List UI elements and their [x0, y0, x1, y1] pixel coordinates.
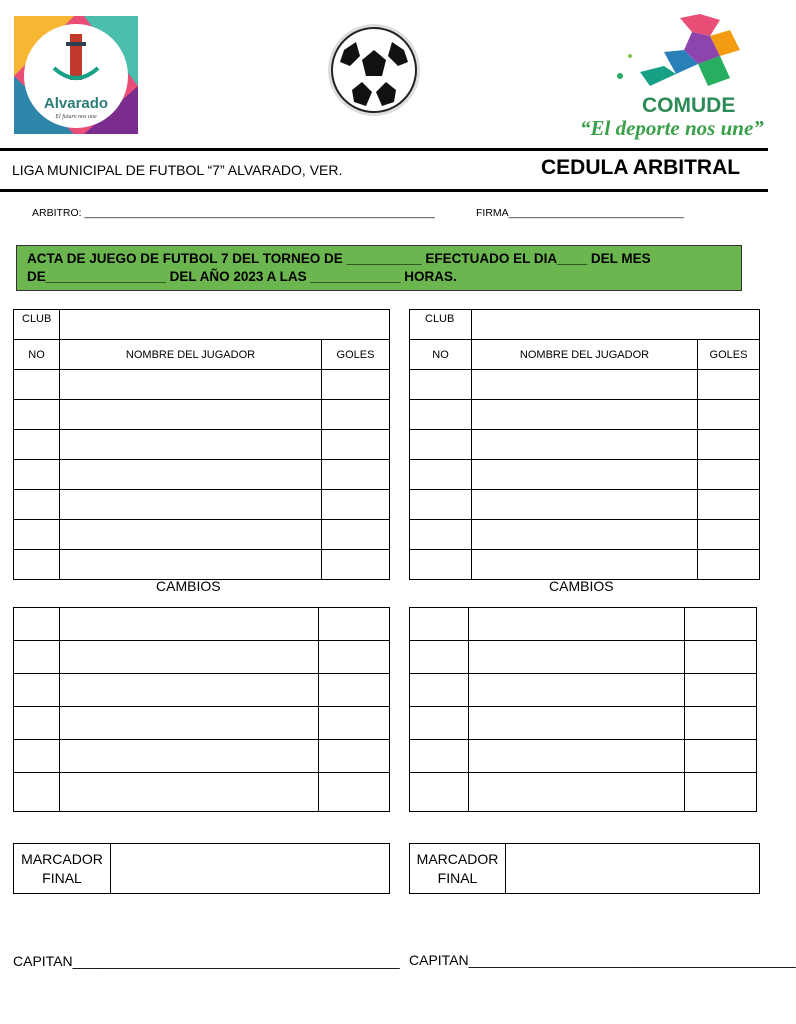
cambio-no-cell[interactable] — [14, 740, 60, 773]
goals-cell[interactable] — [698, 490, 760, 520]
no-cell[interactable] — [410, 490, 472, 520]
name-cell[interactable] — [472, 400, 698, 430]
club-name-field[interactable] — [60, 310, 390, 340]
cambio-name-cell[interactable] — [469, 608, 685, 641]
name-cell[interactable] — [60, 400, 322, 430]
table-row — [410, 430, 760, 460]
name-cell[interactable] — [472, 490, 698, 520]
alvarado-logo — [14, 16, 138, 134]
comude-logo — [580, 12, 766, 142]
cambio-no-cell[interactable] — [410, 707, 469, 740]
arbitro-field[interactable]: ARBITRO: ____________________________________________________________ — [32, 207, 435, 219]
capitan-field-left[interactable]: CAPITAN__________________________________________ — [13, 953, 400, 969]
table-row — [410, 740, 757, 773]
name-cell[interactable] — [60, 550, 322, 580]
name-cell[interactable] — [472, 550, 698, 580]
final-score-label — [14, 844, 111, 894]
cambios-label-left: CAMBIOS — [156, 578, 221, 594]
cambio-name-cell[interactable] — [60, 674, 319, 707]
player-name-header: NOMBRE DEL JUGADOR — [472, 340, 698, 370]
cambios-label-right: CAMBIOS — [549, 578, 614, 594]
table-row — [410, 550, 760, 580]
table-row — [14, 400, 390, 430]
cambio-extra-cell[interactable] — [685, 773, 757, 812]
table-row — [14, 430, 390, 460]
cambio-name-cell[interactable] — [60, 740, 319, 773]
final-text: FINAL — [437, 869, 478, 886]
cambio-extra-cell[interactable] — [319, 773, 390, 812]
table-row — [14, 641, 390, 674]
table-row — [14, 773, 390, 812]
no-cell[interactable] — [410, 400, 472, 430]
left-final-score-table — [13, 843, 390, 894]
name-cell[interactable] — [60, 430, 322, 460]
goals-cell[interactable] — [322, 550, 390, 580]
right-final-score-table — [409, 843, 760, 894]
name-cell[interactable] — [472, 430, 698, 460]
table-row — [14, 707, 390, 740]
cambio-extra-cell[interactable] — [319, 707, 390, 740]
table-row — [410, 641, 757, 674]
no-cell[interactable] — [14, 460, 60, 490]
cambio-extra-cell[interactable] — [319, 674, 390, 707]
cambio-name-cell[interactable] — [469, 773, 685, 812]
soccer-ball-icon — [326, 20, 422, 120]
no-cell[interactable] — [14, 400, 60, 430]
name-cell[interactable] — [60, 520, 322, 550]
cambio-no-cell[interactable] — [14, 707, 60, 740]
cambio-name-cell[interactable] — [469, 641, 685, 674]
name-cell[interactable] — [472, 520, 698, 550]
name-cell[interactable] — [60, 460, 322, 490]
table-row — [14, 460, 390, 490]
table-row — [410, 490, 760, 520]
no-cell[interactable] — [14, 370, 60, 400]
table-row — [14, 370, 390, 400]
final-score-field[interactable] — [111, 844, 390, 894]
table-row — [14, 520, 390, 550]
name-cell[interactable] — [472, 370, 698, 400]
table-row — [14, 490, 390, 520]
goals-cell[interactable] — [322, 400, 390, 430]
cambio-extra-cell[interactable] — [319, 608, 390, 641]
table-row — [410, 674, 757, 707]
club-name-field[interactable] — [472, 310, 760, 340]
cambio-name-cell[interactable] — [60, 773, 319, 812]
table-row — [410, 370, 760, 400]
cambio-no-cell[interactable] — [410, 773, 469, 812]
player-name-header: NOMBRE DEL JUGADOR — [60, 340, 322, 370]
no-cell[interactable] — [410, 460, 472, 490]
league-title: LIGA MUNICIPAL DE FUTBOL “7” ALVARADO, VER. — [12, 162, 343, 178]
goals-cell[interactable] — [698, 430, 760, 460]
final-text: FINAL — [42, 869, 82, 886]
name-cell[interactable] — [60, 490, 322, 520]
cambio-no-cell[interactable] — [14, 641, 60, 674]
table-row — [14, 550, 390, 580]
goals-cell[interactable] — [322, 430, 390, 460]
capitan-field-right[interactable]: CAPITAN__________________________________________ — [409, 952, 796, 968]
svg-text:El futuro nos une: El futuro nos une — [55, 114, 97, 120]
act-box — [16, 245, 742, 291]
cambio-extra-cell[interactable] — [685, 707, 757, 740]
table-row — [410, 707, 757, 740]
goals-cell[interactable] — [322, 370, 390, 400]
no-header: NO — [410, 340, 472, 370]
cambio-extra-cell[interactable] — [685, 608, 757, 641]
left-player-table — [13, 309, 390, 580]
cambio-extra-cell[interactable] — [685, 674, 757, 707]
cambio-no-cell[interactable] — [410, 674, 469, 707]
no-cell[interactable] — [14, 490, 60, 520]
goals-cell[interactable] — [698, 520, 760, 550]
no-cell[interactable] — [14, 550, 60, 580]
left-cambios-table — [13, 607, 390, 812]
marcador-text: MARCADOR — [21, 850, 103, 867]
club-label: CLUB — [14, 310, 60, 340]
no-cell[interactable] — [410, 520, 472, 550]
table-row — [14, 740, 390, 773]
cambio-no-cell[interactable] — [410, 740, 469, 773]
cambio-no-cell[interactable] — [410, 608, 469, 641]
club-label: CLUB — [410, 310, 472, 340]
firma-field[interactable]: FIRMA______________________________ — [476, 207, 684, 219]
cambio-extra-cell[interactable] — [319, 740, 390, 773]
cambio-name-cell[interactable] — [469, 740, 685, 773]
table-row — [410, 608, 757, 641]
marcador-text: MARCADOR — [416, 850, 499, 867]
table-row — [14, 674, 390, 707]
goals-cell[interactable] — [322, 460, 390, 490]
cambio-name-cell[interactable] — [60, 641, 319, 674]
goals-cell[interactable] — [322, 490, 390, 520]
cambio-no-cell[interactable] — [14, 773, 60, 812]
act-line-1: ACTA DE JUEGO DE FUTBOL 7 DEL TORNEO DE __________ EFECTUADO EL DIA____ DEL MES — [27, 251, 651, 266]
name-cell[interactable] — [472, 460, 698, 490]
goals-cell[interactable] — [698, 460, 760, 490]
table-row — [14, 608, 390, 641]
goals-cell[interactable] — [698, 370, 760, 400]
cambio-no-cell[interactable] — [14, 674, 60, 707]
right-player-table — [409, 309, 760, 580]
comude-wordmark: COMUDE — [642, 94, 736, 117]
cambio-name-cell[interactable] — [469, 674, 685, 707]
table-row — [410, 400, 760, 430]
table-row — [410, 773, 757, 812]
final-score-label — [410, 844, 506, 894]
cambio-no-cell[interactable] — [14, 608, 60, 641]
no-cell[interactable] — [14, 520, 60, 550]
act-line-2: DE________________ DEL AÑO 2023 A LAS ____________ HORAS. — [27, 269, 457, 284]
no-header: NO — [14, 340, 60, 370]
no-cell[interactable] — [410, 430, 472, 460]
goals-header: GOLES — [322, 340, 390, 370]
document-title: CEDULA ARBITRAL — [541, 156, 741, 179]
right-cambios-table — [409, 607, 757, 812]
table-row — [410, 520, 760, 550]
goals-cell[interactable] — [698, 400, 760, 430]
no-cell[interactable] — [410, 370, 472, 400]
final-score-field[interactable] — [506, 844, 760, 894]
goals-cell[interactable] — [322, 520, 390, 550]
svg-text:Alvarado: Alvarado — [43, 95, 109, 112]
no-cell[interactable] — [14, 430, 60, 460]
goals-cell[interactable] — [698, 550, 760, 580]
goals-header: GOLES — [698, 340, 760, 370]
cambio-name-cell[interactable] — [60, 707, 319, 740]
cambio-no-cell[interactable] — [410, 641, 469, 674]
cambio-extra-cell[interactable] — [685, 740, 757, 773]
cambio-name-cell[interactable] — [60, 608, 319, 641]
no-cell[interactable] — [410, 550, 472, 580]
cambio-name-cell[interactable] — [469, 707, 685, 740]
cambio-extra-cell[interactable] — [319, 641, 390, 674]
table-row — [410, 460, 760, 490]
cambio-extra-cell[interactable] — [685, 641, 757, 674]
comude-slogan: “El deporte nos une” — [580, 116, 764, 140]
name-cell[interactable] — [60, 370, 322, 400]
